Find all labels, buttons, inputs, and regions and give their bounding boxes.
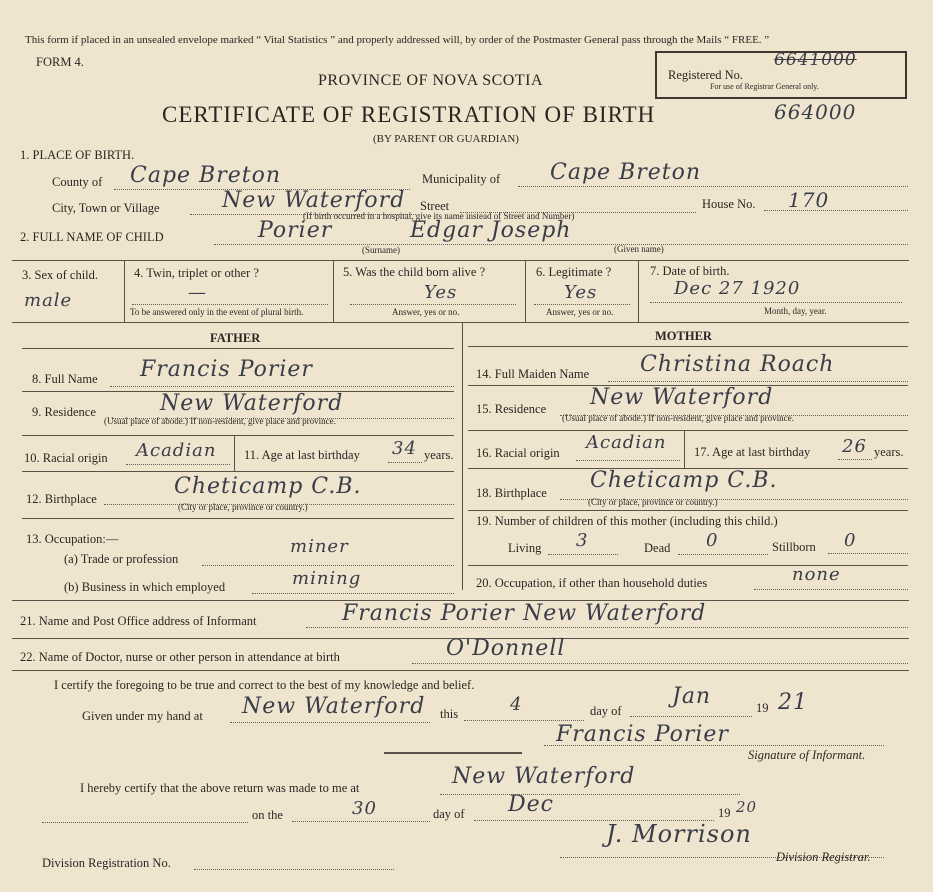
city-value: New Waterford <box>222 188 406 213</box>
twin-note: To be answered only in the event of plural birth. <box>130 307 304 317</box>
born-alive-label: 5. Was the child born alive ? <box>343 265 486 279</box>
trade-value: miner <box>290 536 349 557</box>
mother-maiden-value: Christina Roach <box>640 352 835 377</box>
given-month-value: Jan <box>672 684 712 709</box>
father-residence-label: 9. Residence <box>32 405 96 419</box>
registrar-signature: J. Morrison <box>606 820 752 848</box>
legitimate-note: Answer, yes or no. <box>546 307 614 317</box>
business-value: mining <box>292 568 362 589</box>
street-label: Street <box>420 199 450 213</box>
mother-residence-value: New Waterford <box>590 385 774 410</box>
father-racial-value: Acadian <box>136 440 217 461</box>
stillborn-value: 0 <box>844 530 857 551</box>
registered-no-label: Registered No. <box>668 68 743 82</box>
legitimate-value: Yes <box>564 282 598 303</box>
municipality-value: Cape Breton <box>550 160 702 185</box>
born-alive-note: Answer, yes or no. <box>392 307 460 317</box>
legitimate-label: 6. Legitimate ? <box>536 265 612 279</box>
father-birthplace-note: (City or place, province or country.) <box>178 502 308 512</box>
mother-abode-note: (Usual place of abode.) If non-resident, give place and province. <box>562 413 794 423</box>
informant-signature: Francis Porier <box>556 722 729 747</box>
certificate-subtitle: (BY PARENT OR GUARDIAN) <box>373 133 519 145</box>
informant-label: 21. Name and Post Office address of Informant <box>20 614 257 628</box>
mother-racial-label: 16. Racial origin <box>476 446 560 460</box>
mail-notice: This form if placed in an unsealed envelope marked “ Vital Statistics ” and properly addressed will, by order of the Postmaster General pass through the Mails “ FREE. ” <box>25 34 770 46</box>
registrar-note: For use of Registrar General only. <box>710 82 819 91</box>
mother-occupation-label: 20. Occupation, if other than household duties <box>476 576 708 590</box>
registrar-place-value: New Waterford <box>452 764 636 789</box>
division-registration-label: Division Registration No. <box>42 856 171 870</box>
title-number: 664000 <box>774 100 857 124</box>
county-label: County of <box>52 175 103 189</box>
sex-label: 3. Sex of child. <box>22 268 99 282</box>
mother-birthplace-note: (City or place, province or country.) <box>588 497 718 507</box>
informant-value: Francis Porier New Waterford <box>342 601 707 626</box>
child-given-names: Edgar Joseph <box>410 218 572 243</box>
place-of-birth-heading: 1. PLACE OF BIRTH. <box>20 148 135 162</box>
informant-signature-caption: Signature of Informant. <box>748 748 866 762</box>
father-birthplace-value: Cheticamp C.B. <box>174 474 362 499</box>
father-occupation-label: 13. Occupation:— <box>26 532 119 546</box>
doctor-label: 22. Name of Doctor, nurse or other person in attendance at birth <box>20 650 340 664</box>
county-value: Cape Breton <box>130 163 282 188</box>
given-year-suffix: 21 <box>778 690 808 715</box>
registrar-statement: I hereby certify that the above return was made to me at <box>80 781 360 795</box>
municipality-label: Municipality of <box>422 172 501 186</box>
father-name-value: Francis Porier <box>140 357 313 382</box>
child-surname: Porier <box>258 218 333 243</box>
certify-statement: I certify the foregoing to be true and correct to the best of my knowledge and belief. <box>54 678 475 692</box>
registrar-year-suffix: 20 <box>736 798 758 816</box>
living-value: 3 <box>576 530 589 551</box>
father-age-label: 11. Age at last birthday <box>244 448 360 462</box>
father-heading: FATHER <box>210 331 261 345</box>
given-under-label: Given under my hand at <box>82 709 203 723</box>
father-name-label: 8. Full Name <box>32 372 98 386</box>
surname-caption: (Surname) <box>362 245 400 255</box>
dead-value: 0 <box>706 530 719 551</box>
on-the-label: on the <box>252 808 283 822</box>
registrar-day-value: 30 <box>352 798 377 819</box>
twin-label: 4. Twin, triplet or other ? <box>134 266 259 280</box>
mother-age-years: years. <box>874 445 904 459</box>
father-age-years: years. <box>424 448 454 462</box>
mother-maiden-label: 14. Full Maiden Name <box>476 367 590 381</box>
living-label: Living <box>508 541 542 555</box>
house-no-label: House No. <box>702 197 756 211</box>
given-name-caption: (Given name) <box>614 244 664 254</box>
trade-label: (a) Trade or profession <box>64 552 179 566</box>
mother-birthplace-label: 18. Birthplace <box>476 486 547 500</box>
registrar-month-value: Dec <box>508 792 554 817</box>
registered-no-value: 6641000 <box>774 50 857 70</box>
father-birthplace-label: 12. Birthplace <box>26 492 97 506</box>
mother-occupation-value: none <box>792 564 841 585</box>
mother-age-value: 26 <box>842 436 867 457</box>
father-racial-label: 10. Racial origin <box>24 451 108 465</box>
stillborn-label: Stillborn <box>772 540 816 554</box>
mother-heading: MOTHER <box>655 329 712 343</box>
dead-label: Dead <box>644 541 671 555</box>
mother-residence-label: 15. Residence <box>476 402 547 416</box>
born-alive-value: Yes <box>424 282 458 303</box>
sex-value: male <box>24 290 73 311</box>
form-number: FORM 4. <box>36 55 84 69</box>
division-registrar-caption: Division Registrar. <box>776 850 871 864</box>
father-abode-note: (Usual place of abode.) If non-resident, give place and province. <box>104 416 336 426</box>
birth-date-note: Month, day, year. <box>764 306 827 316</box>
mother-racial-value: Acadian <box>586 432 667 453</box>
registrar-day-of-label: day of <box>433 807 465 821</box>
given-place-value: New Waterford <box>242 694 426 719</box>
registrar-year-prefix: 19 <box>718 806 731 820</box>
hospital-note: (If birth occurred in a hospital, give its name instead of Street and Number) <box>303 211 575 221</box>
this-label: this <box>440 707 459 721</box>
province-heading: PROVINCE OF NOVA SCOTIA <box>318 72 544 89</box>
twin-value: — <box>188 282 207 303</box>
birth-date-label: 7. Date of birth. <box>650 264 730 278</box>
business-label: (b) Business in which employed <box>64 580 226 594</box>
children-count-label: 19. Number of children of this mother (including this child.) <box>476 514 778 528</box>
birth-date-value: Dec 27 1920 <box>674 278 801 299</box>
certificate-title: CERTIFICATE OF REGISTRATION OF BIRTH <box>162 102 656 127</box>
city-label: City, Town or Village <box>52 201 160 215</box>
mother-age-label: 17. Age at last birthday <box>694 445 811 459</box>
given-day-value: 4 <box>510 694 523 715</box>
mother-birthplace-value: Cheticamp C.B. <box>590 468 778 493</box>
father-age-value: 34 <box>392 438 417 459</box>
given-year-prefix: 19 <box>756 701 769 715</box>
father-residence-value: New Waterford <box>160 391 344 416</box>
day-of-label: day of <box>590 704 622 718</box>
doctor-value: O'Donnell <box>446 636 566 661</box>
child-name-label: 2. FULL NAME OF CHILD <box>20 230 164 244</box>
house-no-value: 170 <box>788 188 830 212</box>
